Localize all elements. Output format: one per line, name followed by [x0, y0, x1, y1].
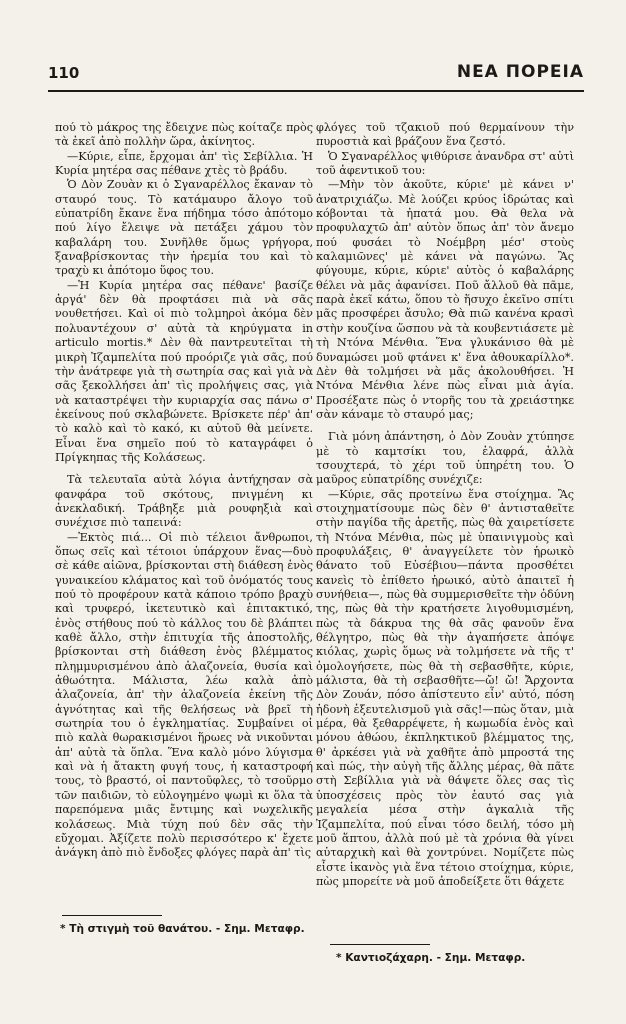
paragraph: Ὁ Σγαναρέλλος ψιθύρισε ἀνανδρα στ' αὐτὶ τοῦ ἀφεντικοῦ του: — [316, 149, 574, 178]
footnote-rule — [330, 944, 430, 945]
paragraph: Γιὰ μόνη ἀπάντηση, ὁ Δὸν Ζουὰν χτύπησε μὲ τὸ καμτσίκι του, ἐλαφρά, ἀλλὰ τσουχτερά, τὸ χέρι τοῦ ὑπηρέτη του. Ὁ μαῦρος εὐπατρίδης συνέχιζε: — [316, 430, 574, 487]
page-header — [48, 60, 584, 88]
page-number: 110 — [48, 64, 80, 82]
paragraph: —Μὴν τὸν ἀκοῦτε, κύριε' μὲ κάνει ν' ἀνατριχιάζω. Μὲ λούζει κρύος ἱδρώτας καὶ κόβονται τὰ ἠπατά μου. Θὰ θελα νὰ προφυλαχτῶ ἀπ' αὐτὸν ὅπως ἀπ' τὸν ἄνεμο πού φυσάει τὸ Νοέμβρη μέσ' στοὺς καλαμιῶνες' μὲ κάνει νὰ παγώνω. Ἂς φύγουμε, κύριε, κύριε' αὐτὸς ὁ καβαλάρης θέλει νὰ μᾶς ἀφανίσει. Ποῦ ἄλλοῦ θὰ πᾶμε, παρὰ ἐκεῖ κάτω, ὅπου τὸ ἥσυχο ἐκεῖνο σπίτι μᾶς προσφέρει ἄσυλο; Θὰ πιῶ κανένα κρασὶ στὴν κουζίνα ὥσπου νὰ τὰ κουβεντιάσετε μὲ τὴ Ντόνα Μένθια. Ἕνα γλυκάνισο θὰ μὲ δυναμώσει μοῦ φτάνει κ' ἕνα ἀθουκαρίλλο*. Δὲν θὰ τολμήσει νὰ μᾶς ἀκολουθήσει. Ἡ Ντόνα Μένθια λένε πὼς εἶναι μιὰ ἁγία. Προσέξατε πὼς ὁ ντορῆς του τὰ χρειάστηκε σὰν κάναμε τὸ σταυρό μας; — [316, 178, 574, 421]
paragraph: —Ἐκτὸς πιά... Οἱ πιὸ τέλειοι ἄνθρωποι, ὅπως σεῖς καὶ τέτοιοι ὑπάρχουν ἕνας—δυὸ σὲ κάθε αἰῶνα, βρίσκονται στὴ διάθεση ἑνὸς γυναικείου κλάματος καὶ τοῦ ὀνόματός τους πού τὸ προφέρουν κατὰ κάποιο τρόπο βραχὺ καὶ τρυφερό, ἱκετευτικὸ καὶ ἐπιτακτικό, ἑνὸς στήθους πού τὸ κάλλος του δὲ βλάπτει καθὲ ἄλλο, στὴν ἐπιτυχία τῆς ἀποστολῆς, βρίσκονται στὴ διάθεση ἑνὸς βλέμματος πλημμυρισμένου ἀπὸ ἀλαζονεία, θυσία καὶ ἀθωότητα. Μάλιστα, λέω καλὰ ἀπὸ ἀλαζονεία, ἀπ' τὴν ἀλαζονεία ἐκείνη τῆς ἁγνότητας καὶ τῆς θελήσεως νὰ βρεῖ τὴ σωτηρία του ὁ ἐγκληματίας. Συμβαίνει οἱ πιὸ καλὰ θωρακισμένοι ἥρωες νὰ νικοῦνται ἀπ' αὐτὰ τὰ ὅπλα. Ἕνα καλὸ μόνο λύγισμα καὶ νὰ ἡ ἄτακτη φυγή τους, ἡ καταστροφή τους, τὸ βραστό, οἱ παντοῦφλες, τὸ τσοῦρμο τῶν παιδιῶν, τὸ εὐλογημένο ψωμὶ κι ὅλα τὰ παρεπόμενα μιᾶς ἔντιμης καὶ νωχελικῆς κολάσεως. Μιὰ τύχη πού δὲν σᾶς τὴν εὔχομαι. Ἀξίζετε πολὺ περισσότερο κ' ἔχετε ἀνάγκη ἀπὸ πιὸ ἔνδοξες φλόγες παρὰ ἀπ' τὶς — [55, 530, 313, 860]
right-column — [316, 121, 574, 889]
paragraph: Τὰ τελευταῖα αὐτὰ λόγια ἀντήχησαν σὰ φανφάρα τοῦ σκότους, πνιγμένη κι ἀνεκλαδική. Τράβηξε μιὰ ρουφηξιὰ καὶ συνέχισε πιὸ ταπεινά: — [55, 473, 313, 530]
footnote-right: * Καντιοζάχαρη. - Σημ. Μεταφρ. — [336, 952, 526, 964]
magazine-title: ΝΕΑ ΠΟΡΕΙΑ — [456, 62, 584, 82]
paragraph: —Κύριε, εἶπε, ἔρχομαι ἀπ' τὶς Σεβίλλια. Ἡ Κυρία μητέρα σας πέθανε χτὲς τὸ βράδυ. — [55, 149, 313, 178]
footnote-left: * Τὴ στιγμὴ τοῦ θανάτου. - Σημ. Μεταφρ. — [60, 923, 305, 935]
paragraph: φλόγες τοῦ τζακιοῦ πού θερμαίνουν τὴν πυροστιὰ καὶ βράζουν ἕνα ζεστό. — [316, 121, 574, 149]
paragraph: Ὁ Δὸν Ζουὰν κι ὁ Σγαναρέλλος ἔκαναν τὸ σταυρό τους. Τὸ κατάμαυρο ἄλογο τοῦ εὐπατρίδη ἔκανε ἕνα πήδημα τόσο ἀπότομο πού λίγο ἔλειψε νὰ πετάξει χάμου τὸν καβαλάρη του. Συνῆλθε ὅμως γρήγορα, ξαναβρίσκοντας τὴν ἠρεμία του καὶ τὸ τραχὺ κι ἀπότομο ὕφος του. — [55, 178, 313, 278]
paragraph: πού τὸ μάκρος της ἔδειχνε πὼς κοίταζε πρὸς τὰ ἐκεῖ ἀπὸ πολλὴν ὥρα, ἀκίνητος. — [55, 121, 313, 149]
paragraph: —Κύριε, σᾶς προτείνω ἕνα στοίχημα. Ἂς στοιχηματίσουμε πὼς δὲν θ' ἀντισταθεῖτε στὴν παγίδα τῆς ἀρετῆς, πὼς θὰ χαιρετίσετε τὴ Ντόνα Μένθια, πὼς μὲ ὑπαινιγμοὺς καὶ προφυλάξεις, θ' ἀναγγείλετε τὸν ἡρωικὸ θάνατο τοῦ Εὐσέβιου—πάντα προσθέτει κανεὶς τὸ ἐπίθετο ἡρωικό, αὐτὸ ἀπαιτεῖ ἡ συνήθεια—, πὼς θὰ συμμερισθεῖτε τὴν ὀδύνη της, πὼς θὰ τὴν κρατήσετε λιγοθυμισμένη, πὼς τὰ δάκρυα της θὰ σᾶς φανοῦν ἕνα θέλγητρο, πὼς θὰ τὴν ἀγαπήσετε ἀπόψε κιόλας, χωρὶς ὅμως νὰ τολμήσετε νὰ τῆς τ' ὁμολογήσετε, πὼς θὰ τὴ σεβασθῆτε, κύριε, μάλιστα, θὰ τὴ σεβασθῆτε—ὤ! ὤ! Ἄρχοντα Δὸν Ζουάν, πόσο ἀπίστευτο εἶν' αὐτό, πόση ἡδονὴ ἐξευτελισμοῦ γιὰ σᾶς!—πὼς ὅταν, μιὰ μέρα, θὰ ξεθαρρέψετε, ἡ κωμωδία ἑνὸς καὶ μόνου ἀθώου, ἐκπληκτικοῦ βλέμματος της, θ' ἀρκέσει γιὰ νὰ χαθῆτε ἀπὸ μπροστά της καὶ πώς, τὴν αὐγὴ τῆς ἄλλης μέρας, θὰ πᾶτε στὴ Σεβίλλια γιὰ νὰ θάψετε ὅλες σας τὶς ὑποσχέσεις πρὸς τὸν ἑαυτό σας γιὰ μεγαλεία μέσα στὴν ἀγκαλιὰ τῆς Ἰζαμπελίτα, πού εἶναι τόσο δειλή, τόσο μὴ μοῦ ἅπτου, ἀλλὰ πού μὲ τὰ χρόνια θὰ γίνει αὐταρχικὴ καὶ θὰ χοντρύνει. Νομίζετε πὼς εἶστε ἱκανὸς γιὰ ἕνα τέτοιο στοίχημα, κύριε, πὼς μπορείτε νὰ μοῦ ἀποδείξετε ὅτι θάχετε — [316, 487, 574, 888]
header-rule — [48, 90, 584, 92]
footnote-rule — [62, 915, 162, 916]
left-column — [55, 121, 313, 861]
paragraph: —Ἡ Κυρία μητέρα σας πέθανε' βασίζε ἀργά' δὲν θὰ προφτάσει πιὰ νὰ σᾶς νουθετήσει. Καὶ οἱ πιὸ τολμηροὶ ἀκόμα δὲν πολυαντέχουν σ' αὐτὰ τὰ κηρύγματα in articulo mortis.* Δὲν θὰ παντρευτεῖται τὴ μικρὴ Ἰζαμπελίτα πού προόριζε γιὰ σᾶς, πού τὴν ἀνάτρεφε γιὰ τὴ σωτηρία σας καὶ γιὰ νὰ σᾶς ξεκολλήσει ἀπ' τὶς προλήψεις σας, γιὰ νὰ καταστρέψει τὴν κυριαρχία σας πάνω σ' ἐκείνους πού σκλαβώνετε. Βρίσκετε πέρ' ἀπ' τὸ καλὸ καὶ τὸ κακό, κι αὐτοῦ θὰ μείνετε. Εἶναι ἕνα σημεῖο πού τὸ καταγράφει ὁ Πρίγκηπας τῆς Κολάσεως. — [55, 278, 313, 464]
